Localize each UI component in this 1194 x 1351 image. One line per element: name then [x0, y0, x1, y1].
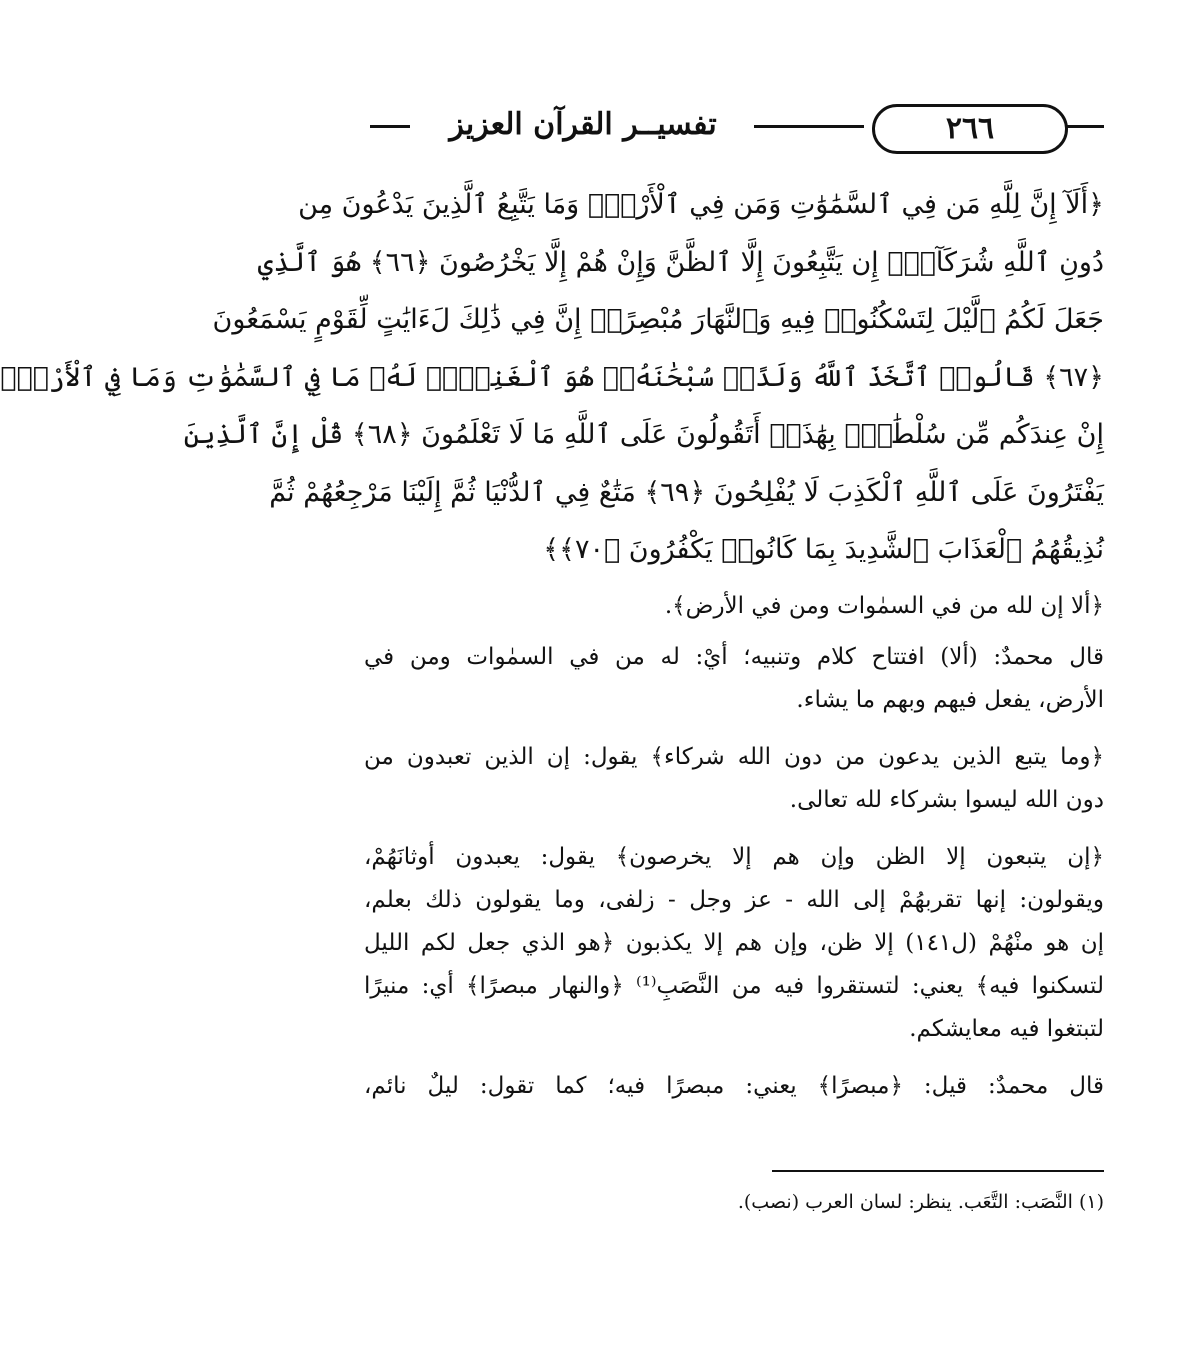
verse-line: يَفْتَرُونَ عَلَى ٱللَّهِ ٱلْكَذِبَ لَا يُفْلِحُونَ ﴿٦٩﴾ مَتَٰعٌ فِي ٱلدُّنْيَا ثُمَّ إِلَيْنَا مَرْجِعُهُمْ ثُمَّ [269, 476, 1104, 508]
commentary [364, 585, 1104, 1122]
text-line: ﴿وما يتبع الذين يدعون من دون الله شركاء﴾ يقول: إن الذين تعبدون من [364, 744, 1104, 770]
verse-line: ﴿أَلَآ إِنَّ لِلَّهِ مَن فِي ٱلسَّمَٰوَٰتِ وَمَن فِي ٱلْأَرْضِۗ وَمَا يَتَّبِعُ ٱلَّذِينَ يَدْعُونَ مِن [298, 189, 1104, 220]
commentary-paragraph [364, 836, 1104, 1051]
verse-line: جَعَلَ لَكُمُ ٱلَّيْلَ لِتَسْكُنُوا۟ فِيهِ وَٱلنَّهَارَ مُبْصِرًاۚ إِنَّ فِي ذَٰلِكَ لَءَايَٰتٍ لِّقَوْمٍ يَسْمَعُونَ [212, 304, 1104, 335]
text-line: لتبتغوا فيه معايشكم. [909, 1016, 1104, 1042]
header-rule-right [1066, 125, 1104, 128]
quran-verses [0, 176, 1104, 579]
text-line: قال محمدٌ: (ألا) افتتاح كلام وتنبيه؛ أيْ: له من في السمٰوات ومن في [364, 644, 1104, 670]
text-line: ويقولون: إنها تقربهُمْ إلى الله - عز وجل - زلفى، وما يقولون ذلك بعلم، [364, 887, 1104, 913]
commentary-paragraph [364, 636, 1104, 722]
footnote-separator [772, 1170, 1104, 1172]
book-title: تفسيــر القرآن العزيز [449, 107, 717, 142]
footnote: (١) النَّصَب: التَّعَب. ينظر: لسان العرب (نصب). [737, 1191, 1104, 1213]
verse-line: إِنْ عِندَكُم مِّن سُلْطَٰنٍۭ بِهَٰذَآۚ أَتَقُولُونَ عَلَى ٱللَّهِ مَا لَا تَعْلَمُونَ ﴿٦٨﴾ قُلْ إِنَّ ٱلَّذِينَ [183, 419, 1104, 450]
page-header [364, 92, 1104, 162]
text-line: ﴿إن يتبعون إلا الظن وإن هم إلا يخرصون﴾ يقول: يعبدون أوثانَهُمْ، [364, 844, 1104, 870]
text-line: قال محمدٌ: قيل: ﴿مبصرًا﴾ يعني: مبصرًا فيه؛ كما تقول: ليلٌ نائم، [364, 1073, 1104, 1099]
commentary-paragraph [364, 585, 1104, 628]
text-line: ﴿ألا إن لله من في السمٰوات ومن في الأرض﴾. [664, 593, 1104, 619]
verse-line: ﴿٦٧﴾ قَالُوا۟ ٱتَّخَذَ ٱللَّهُ وَلَدًاۗ سُبْحَٰنَهُۥۖ هُوَ ٱلْغَنِيُّۖ لَهُۥ مَا فِي ٱلسَّمَٰوَٰتِ وَمَا فِي ٱلْأَرْضِۚ [0, 361, 1104, 393]
page-number: ٢٦٦ [872, 104, 1068, 154]
verse-line: نُذِيقُهُمُ ٱلْعَذَابَ ٱلشَّدِيدَ بِمَا كَانُوا۟ يَكْفُرُونَ ﴿٧٠﴾﴾ [543, 534, 1104, 565]
commentary-paragraph [364, 1065, 1104, 1108]
commentary-paragraph [364, 736, 1104, 822]
text-line: دون الله ليسوا بشركاء لله تعالى. [789, 787, 1104, 813]
text-line: الأرض، يفعل فيهم وبهم ما يشاء. [796, 687, 1104, 713]
header-rule-left [370, 125, 410, 128]
text-line: إن هو منْهُمْ (ل١٤١) إلا ظن، وإن هم إلا يكذبون ﴿هو الذي جعل لكم الليل [364, 930, 1105, 956]
verse-line: دُونِ ٱللَّهِ شُرَكَآءَۚ إِن يَتَّبِعُونَ إِلَّا ٱلظَّنَّ وَإِنْ هُمْ إِلَّا يَخْرُصُونَ ﴿٦٦﴾ هُوَ ٱلَّذِي [257, 246, 1104, 278]
text-line: لتسكنوا فيه﴾ يعني: لتستقروا فيه من النَّصَبِ⁽¹⁾ ﴿والنهار مبصرًا﴾ أي: منيرًا [364, 973, 1105, 999]
header-rule-middle [754, 125, 864, 128]
